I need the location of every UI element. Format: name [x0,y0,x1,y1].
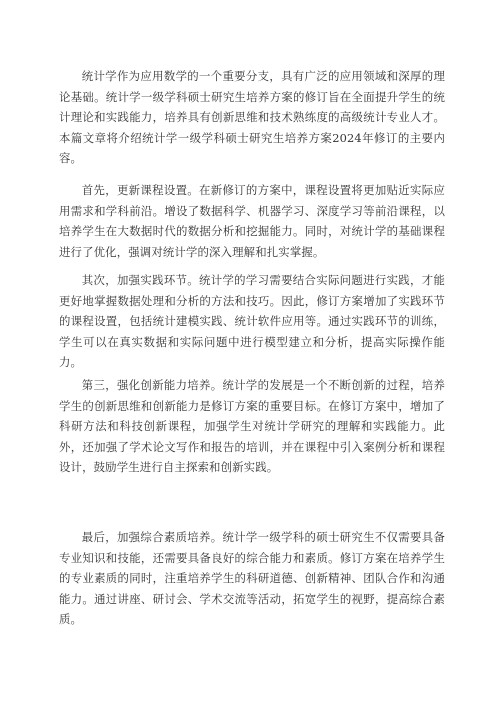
paragraph-comprehensive-quality: 最后，加强综合素质培养。统计学一级学科的硕士研究生不仅需要具备专业知识和技能，还需要具备良好的综合能力和素质。修订方案在培养学生的专业素质的同时，注重培养学生的科研道德、创新精神、团队合作和沟通能力。通过讲座、研讨会、学术交流等活动，拓宽学生的视野，提高综合素质。 [59,530,445,626]
paragraph-practice: 其次，加强实践环节。统计学的学习需要结合实际问题进行实践，才能更好地掌握数据处理和分析的方法和技巧。因此，修订方案增加了实践环节的课程设置，包括统计建模实践、统计软件应用等。通过实践环节的训练，学生可以在真实数据和实际问题中进行模型建立和分析，提高实际操作能力。 [59,273,445,369]
paragraph-course-settings: 首先，更新课程设置。在新修订的方案中，课程设置将更加贴近实际应用需求和学科前沿。增设了数据科学、机器学习、深度学习等前沿课程，以培养学生在大数据时代的数据分析和挖掘能力。同时，对统计学的基础课程进行了优化，强调对统计学的深入理解和扎实掌握。 [59,183,445,259]
paragraph-intro: 统计学作为应用数学的一个重要分支，具有广泛的应用领域和深厚的理论基础。统计学一级学科硕士研究生培养方案的修订旨在全面提升学生的统计理论和实践能力，培养具有创新思维和技术熟练度的高级统计专业人才。本篇文章将介绍统计学一级学科硕士研究生培养方案2024年修订的主要内容。 [59,69,445,165]
paragraph-innovation: 第三，强化创新能力培养。统计学的发展是一个不断创新的过程，培养学生的创新思维和创新能力是修订方案的重要目标。在修订方案中，增加了科研方法和科技创新课程，加强学生对统计学研究的理解和实践能力。此外，还加强了学术论文写作和报告的培训，并在课程中引入案例分析和课程设计，鼓励学生进行自主探索和创新实践。 [59,378,445,474]
